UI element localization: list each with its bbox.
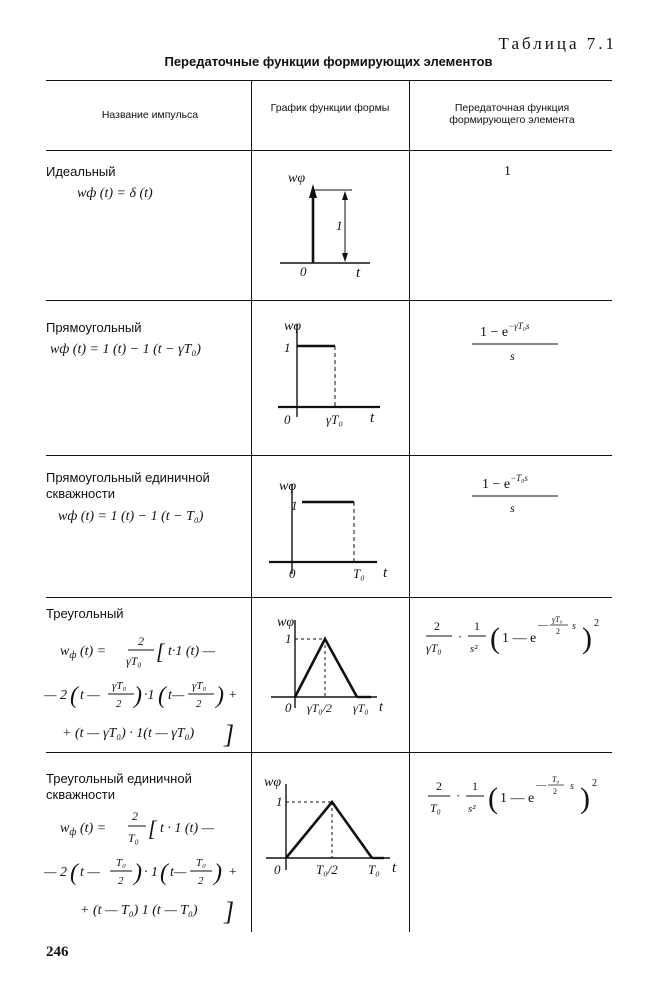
svg-text:2: 2: [132, 809, 138, 823]
svg-text:): ): [216, 683, 224, 709]
graph-level-label: 1: [285, 631, 292, 646]
transfer-function: 1: [504, 164, 511, 179]
row-divider: [46, 300, 612, 301]
svg-text:2: 2: [553, 787, 557, 796]
row-name: Треугольный единичной скважности: [46, 771, 192, 802]
svg-text:γT₀: γT₀: [552, 615, 563, 624]
table-top-rule: [46, 80, 612, 81]
svg-text:·: ·: [458, 629, 463, 644]
svg-text:T₀: T₀: [196, 857, 206, 869]
svg-text:— 2: — 2: [44, 688, 67, 703]
graph-level-label: 1: [276, 794, 283, 809]
svg-text:T₀: T₀: [430, 801, 441, 815]
svg-text:+: +: [228, 865, 238, 880]
svg-text:γT₀: γT₀: [112, 680, 127, 692]
transfer-function: [420, 604, 610, 666]
svg-text:(: (: [70, 860, 78, 886]
graph-mid-label: T₀/2: [316, 862, 338, 877]
svg-text:2: 2: [116, 698, 122, 710]
row-formula: wф (t) = 1 (t) − 1 (t − T₀): [58, 509, 204, 524]
graph-mark-label: T₀: [353, 566, 365, 581]
row-formula: [44, 802, 249, 930]
svg-text:(: (: [488, 782, 498, 815]
svg-text:s: s: [510, 501, 515, 515]
svg-text:2: 2: [594, 618, 599, 629]
column-divider: [409, 80, 410, 932]
svg-text:t —: t —: [80, 688, 100, 703]
impulse-graph: [270, 160, 390, 285]
row-formula: wф (t) = δ (t): [77, 186, 153, 201]
svg-text:1: 1: [474, 619, 480, 633]
svg-text:1 — e: 1 — e: [500, 791, 535, 806]
graph-end-label: γT₀: [353, 701, 369, 715]
rectangular-graph: [270, 312, 395, 432]
rectangular-unit-duty-graph: [265, 470, 395, 585]
column-divider: [251, 80, 252, 932]
svg-text:2: 2: [592, 778, 597, 789]
triangular-unit-duty-graph: [262, 772, 407, 882]
svg-text:— 2: — 2: [44, 865, 67, 880]
column-header-name: Название импульса: [101, 109, 199, 121]
table-caption: Таблица 7.1: [498, 34, 617, 53]
svg-text:s: s: [572, 621, 576, 632]
svg-text:2: 2: [556, 627, 560, 636]
svg-text:1 — e: 1 — e: [502, 631, 537, 646]
row-name: Идеальный: [46, 164, 116, 179]
svg-text:2: 2: [118, 875, 124, 887]
graph-level-label: 1: [336, 218, 343, 233]
svg-text:1: 1: [472, 779, 478, 793]
transfer-function: [420, 762, 610, 824]
svg-text:(: (: [490, 622, 500, 655]
svg-text:1 − e−γT₀s: $1 - e^{-\gamma T_0s}$: [480, 321, 530, 340]
svg-text:2: 2: [198, 875, 204, 887]
svg-text:2: 2: [138, 634, 144, 648]
svg-text:+ (t — γT₀) · 1(t — γT₀): + (t — γT₀) · 1(t — γT₀): [62, 726, 195, 741]
svg-text:): ): [134, 683, 142, 709]
svg-text:2: 2: [434, 619, 440, 633]
graph-y-label: wφ: [277, 615, 295, 630]
graph-level-label: 1: [291, 498, 298, 513]
svg-text:—: —: [536, 780, 546, 791]
triangular-graph: [265, 610, 395, 720]
svg-text:t—: t—: [168, 688, 185, 703]
row-formula: wф (t) = 1 (t) − 1 (t − γT₀): [50, 342, 201, 357]
graph-end-label: T₀: [368, 862, 380, 877]
svg-text:): ): [214, 860, 222, 886]
transfer-function: [460, 468, 570, 518]
svg-text:t · 1 (t) —: t · 1 (t) —: [160, 821, 215, 836]
svg-text:]: ]: [224, 897, 235, 926]
svg-text:wф (t) =: $w_ф$ (t) =: [60, 644, 107, 661]
svg-text:+ (t — T₀) 1 (t — T₀): + (t — T₀) 1 (t — T₀): [80, 903, 198, 918]
svg-text:(: (: [160, 860, 168, 886]
svg-text:·1: ·1: [144, 688, 155, 703]
graph-origin-label: 0: [284, 412, 291, 427]
svg-text:·: ·: [456, 788, 461, 803]
column-header-graph: График функции формы: [270, 102, 390, 114]
graph-origin-label: 0: [300, 264, 307, 279]
svg-text:(: (: [70, 683, 78, 709]
svg-text:γT₀: γT₀: [426, 641, 442, 655]
graph-y-label: wφ: [264, 775, 282, 790]
svg-text:2: 2: [436, 779, 442, 793]
svg-text:): ): [134, 860, 142, 886]
svg-text:T₀: T₀: [128, 831, 139, 845]
row-name: Прямоугольный единичной скважности: [46, 470, 210, 501]
svg-text:+: +: [228, 688, 238, 703]
graph-origin-label: 0: [285, 700, 292, 715]
graph-t-label: t: [356, 265, 361, 281]
graph-t-label: t: [370, 410, 375, 426]
svg-text:[: [: [148, 816, 157, 841]
svg-text:): ): [582, 622, 592, 655]
graph-t-label: t: [392, 860, 397, 876]
row-divider: [46, 597, 612, 598]
graph-y-label: wφ: [284, 319, 302, 334]
svg-text:T₀: T₀: [116, 857, 126, 869]
svg-text:wф (t) =: $w_ф$ (t) =: [60, 821, 107, 838]
svg-text:T₀: T₀: [552, 775, 560, 784]
graph-origin-label: 0: [289, 566, 296, 581]
svg-text:s²: s²: [470, 643, 478, 655]
svg-text:t —: t —: [80, 865, 100, 880]
row-divider: [46, 455, 612, 456]
graph-level-label: 1: [284, 340, 291, 355]
svg-text:s: s: [510, 349, 515, 363]
svg-text:γT₀: γT₀: [126, 654, 142, 668]
svg-text:s²: s²: [468, 803, 476, 815]
graph-mark-label: γT₀: [326, 412, 343, 427]
graph-y-label: wφ: [288, 171, 306, 186]
svg-text:s: s: [570, 781, 574, 792]
graph-t-label: t: [383, 565, 388, 581]
svg-text:· 1: · 1: [144, 865, 158, 880]
table-title: Передаточные функции формирующих элементов: [164, 54, 493, 69]
header-bottom-rule: [46, 150, 612, 151]
svg-text:—: —: [538, 620, 548, 631]
svg-text:1 − e−T₀s: $1 - e^{-T_0s}$: [482, 473, 528, 492]
row-formula: [44, 625, 249, 753]
svg-text:(: (: [158, 683, 166, 709]
svg-text:t·1 (t) —: t·1 (t) —: [168, 644, 216, 659]
svg-text:[: [: [156, 639, 165, 664]
svg-text:γT₀: γT₀: [192, 680, 207, 692]
svg-text:t—: t—: [170, 865, 187, 880]
svg-text:]: ]: [224, 720, 235, 749]
graph-origin-label: 0: [274, 862, 281, 877]
graph-mid-label: γT₀/2: [307, 701, 332, 715]
row-name: Треугольный: [46, 606, 124, 621]
column-header-transfer: Передаточная функция формирующего элемента: [449, 102, 575, 126]
graph-y-label: wφ: [279, 479, 297, 494]
page-number: 246: [46, 944, 69, 960]
row-name: Прямоугольный: [46, 320, 142, 335]
graph-t-label: t: [379, 700, 383, 715]
transfer-function: [460, 316, 570, 366]
svg-text:2: 2: [196, 698, 202, 710]
svg-text:): ): [580, 782, 590, 815]
